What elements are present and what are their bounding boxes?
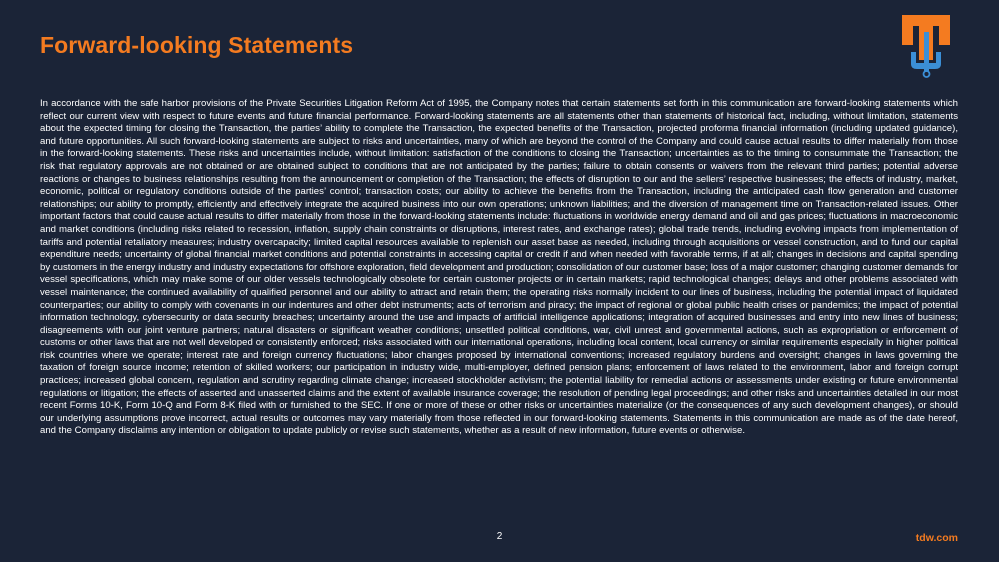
website-link[interactable]: tdw.com bbox=[915, 532, 958, 544]
tidewater-t-logo-icon bbox=[900, 12, 952, 80]
forward-looking-statements-body: In accordance with the safe harbor provisions of the Private Securities Litigation Reform Act of 1995, the Company notes that certain statements set forth in this communication are forward-looking statements which reflect our current view with respect to future events and future financial performance. Forward-looking statements are all statements other than statements of historical fact, including, without limitation, statements about the expected timing for closing the Transaction, the parties’ ability to complete the Transaction, the expected benefits of the Transaction, projected proforma financial information (including updated guidance), and future opportunities. All such forward-looking statements are subject to risks and uncertainties, many of which are beyond the control of the Company and could cause actual results to differ materially from those in the forward-looking statements. These risks and uncertainties include, without limitation: satisfaction of the conditions to closing the Transaction; uncertainties as to the timing to consummate the Transaction; the risk that regulatory approvals are not obtained or are obtained subject to conditions that are not anticipated by the parties; failure to obtain consents or waivers from the relevant third parties; potential adverse reactions or changes to business relationships resulting from the announcement or completion of the Transaction; the effects of disruption to our and the sellers’ respective businesses; the effects of industry, market, economic, political or regulatory conditions outside of the parties’ control; transaction costs; our ability to achieve the benefits from the Transaction, including the anticipated cash flow generation and customer relationships; our ability to promptly, efficiently and effectively integrate the acquired business into our own operations; unknown liabilities; and the diversion of management time on Transaction-related issues. Other important factors that could cause actual results to differ materially from those in the forward-looking statements include: fluctuations in worldwide energy demand and oil and gas prices; fluctuations in macroeconomic and market conditions (including risks related to recession, inflation, supply chain constraints or disruptions, interest rates, and exchange rates); global trade trends, including evolving impacts from implementation of tariffs and potential retaliatory measures; industry overcapacity; limited capital resources available to replenish our asset base as needed, including through acquisitions or vessel construction, and to fund our capital expenditure needs; uncertainty of global financial market conditions and potential constraints in accessing capital or credit if and when needed with favorable terms, if at all; changes in decisions and capital spending by customers in the energy industry and industry expectations for offshore exploration, field development and production; consolidation of our customer base; loss of a major customer; changing customer demands for vessel specifications, which may make some of our older vessels technologically obsolete for certain customer projects or in certain markets; rapid technological changes; delays and other problems associated with vessel maintenance; the continued availability of qualified personnel and our ability to attract and retain them; the operating risks normally incident to our lines of business, including the potential impact of liquidated counterparties; our ability to comply with covenants in our indentures and other debt instruments; acts of terrorism and piracy; the impact of regional or global public health crises or pandemics; the impact of potential information technology, cybersecurity or data security breaches; uncertainty around the use and impacts of artificial intelligence applications; integration of acquired businesses and entry into new lines of business; disagreements with our joint venture partners; natural disasters or significant weather conditions; unsettled political conditions, war, civil unrest and governmental actions, such as expropriation or enforcement of customs or other laws that are not well developed or consistently enforced; risks associated with our international operations, including local content, local currency or similar requirements especially in higher political risk countries where we operate; interest rate and foreign currency fluctuations; labor changes proposed by international conventions; increased regulatory burdens and oversight; changes in laws governing the taxation of foreign source income; retention of skilled workers; our participation in industry wide, multi-employer, defined pension plans; enforcement of laws related to the environment, labor and foreign corrupt practices; increased global concern, regulation and scrutiny regarding climate change; increased stockholder activism; the potential liability for remedial actions or assessments under existing or future environmental regulations or litigation; the effects of asserted and unasserted claims and the extent of available insurance coverage; the resolution of pending legal proceedings; and other risks and uncertainties detailed in our most recent Forms 10-K, Form 10-Q and Form 8-K filed with or furnished to the SEC. If one or more of these or other risks or uncertainties materialize (or the consequences of any such development changes), or should our underlying assumptions prove incorrect, actual results or outcomes may vary materially from those reflected in our forward-looking statements. Statements in this communication are made as of the date hereof, and the Company disclaims any intention or obligation to update publicly or revise such statements, whether as a result of new information, future events or otherwise. bbox=[40, 98, 958, 437]
page-number: 2 bbox=[496, 531, 503, 542]
slide-title: Forward-looking Statements bbox=[40, 32, 354, 58]
